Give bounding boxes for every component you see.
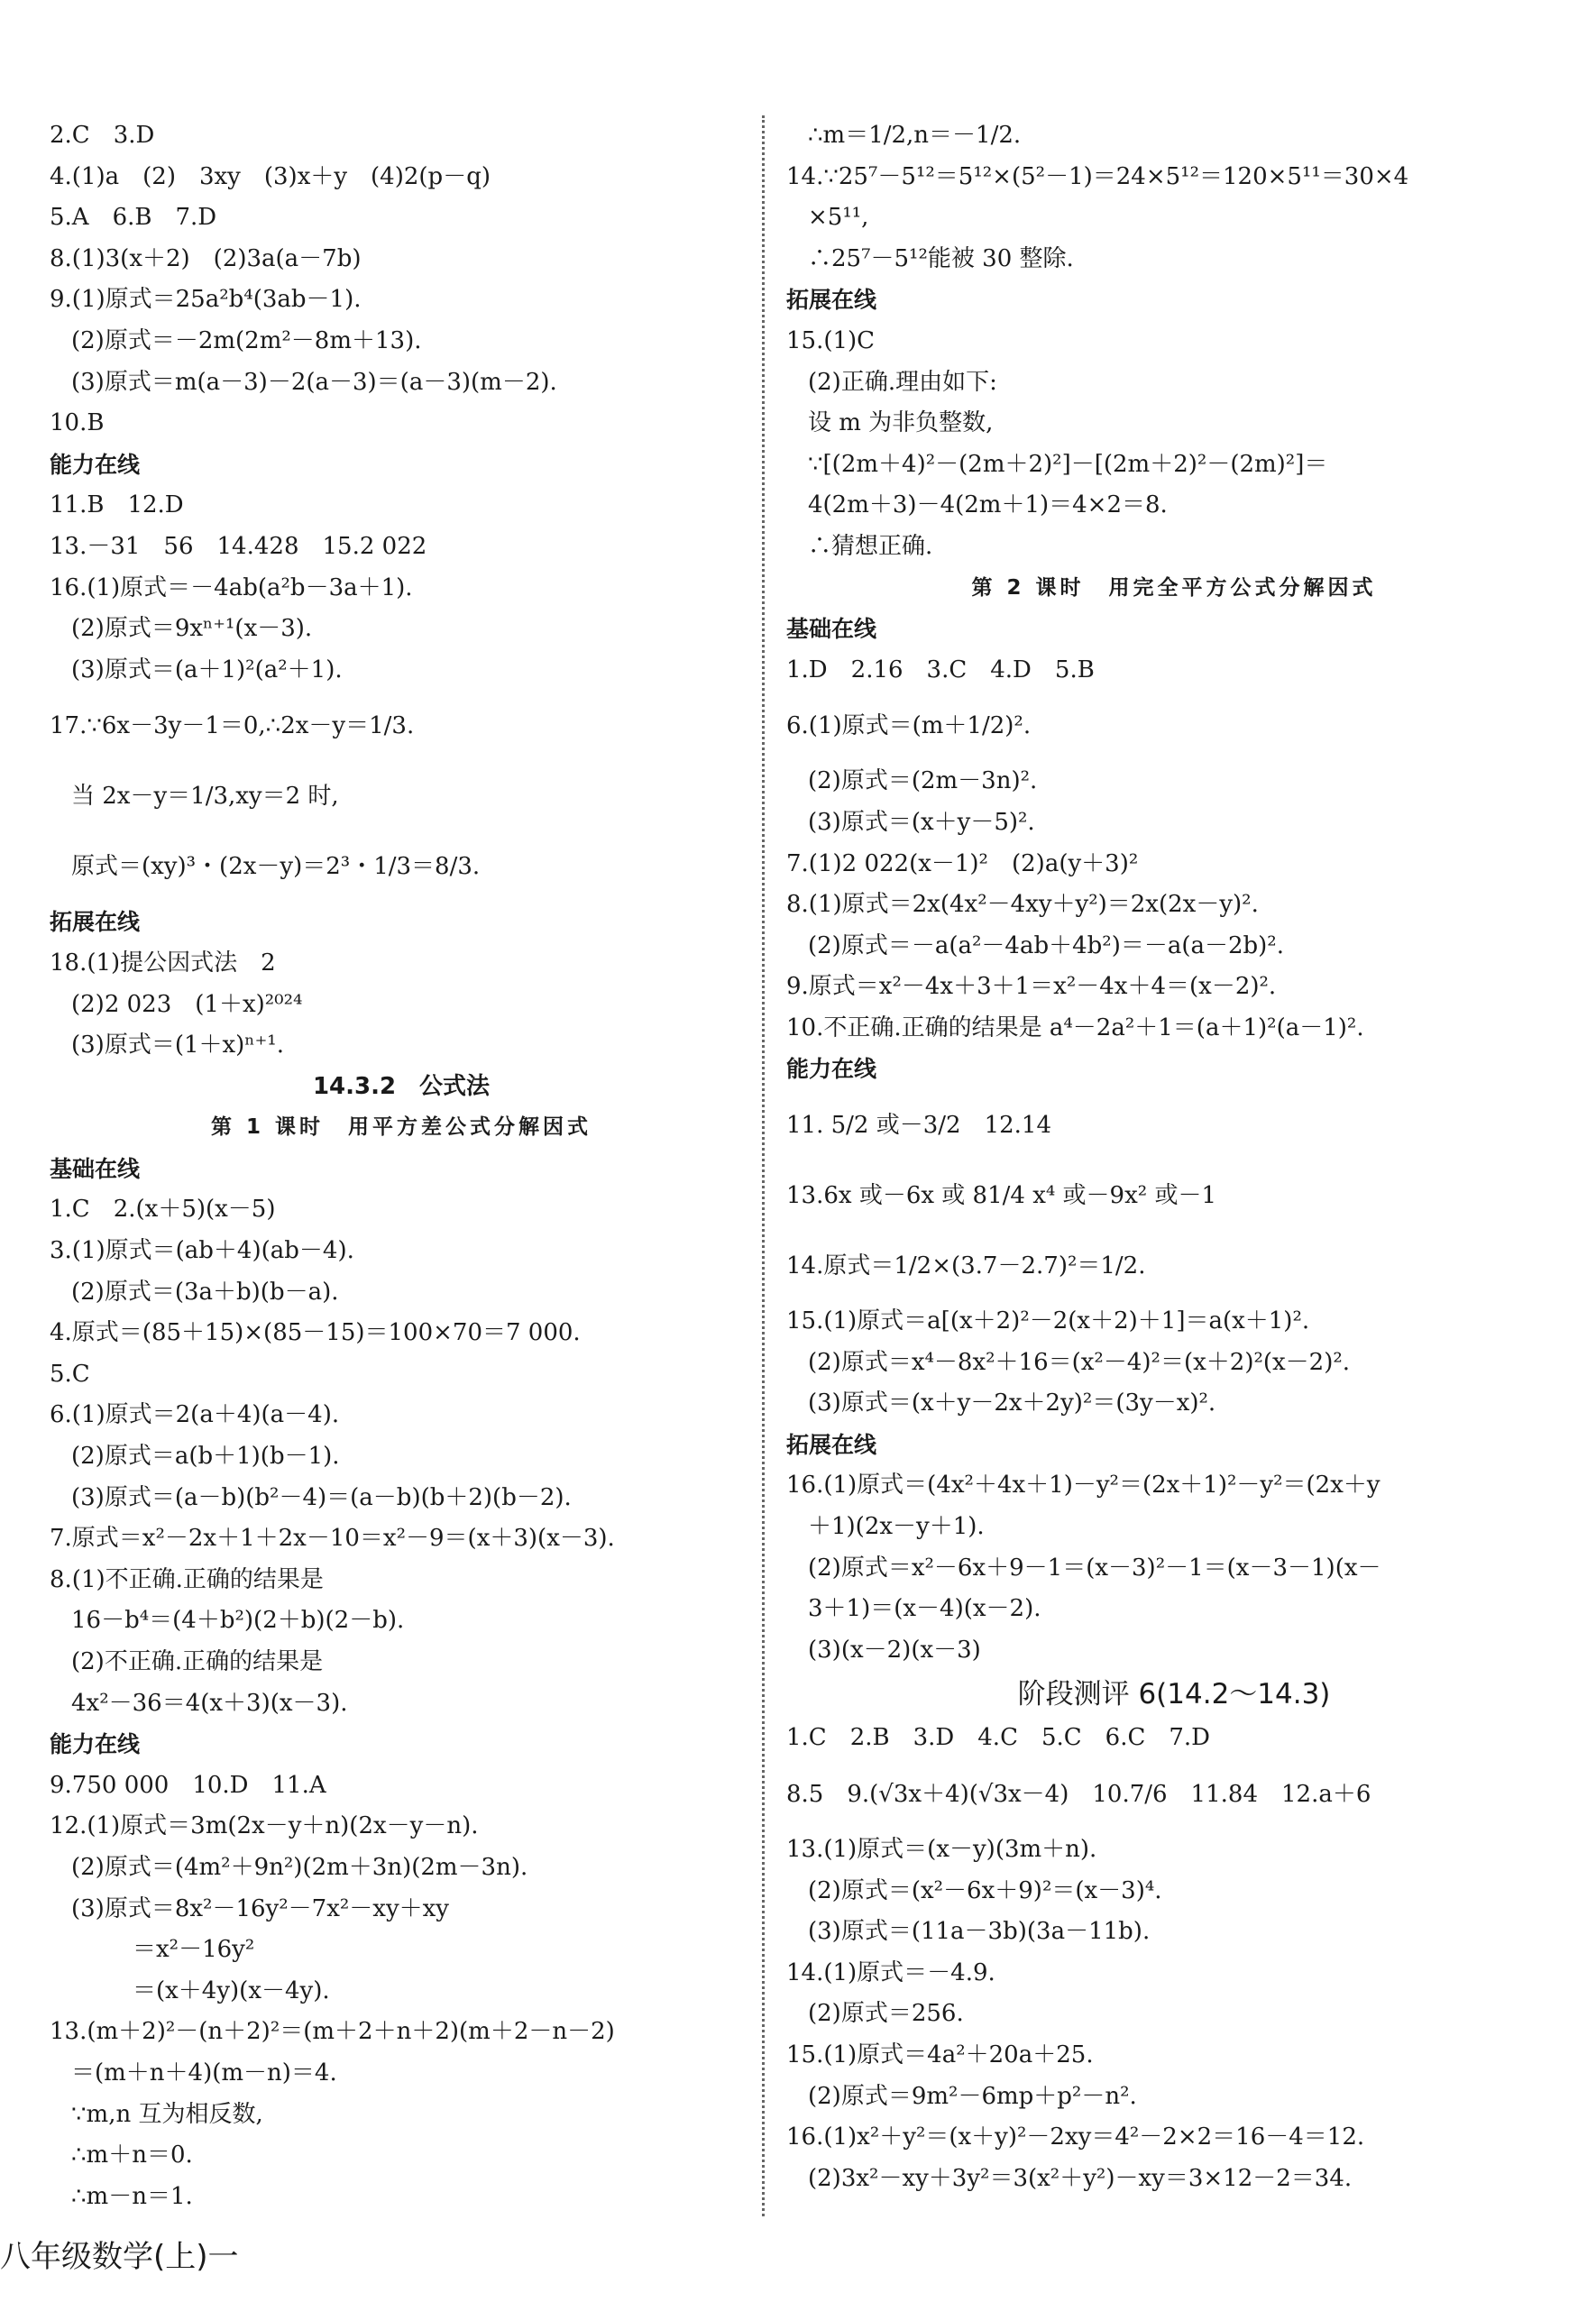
answer-line: (3)原式＝(x＋y－5)². [808,808,1035,836]
answer-line: ∴猜想正确. [808,532,933,560]
answer-line: 4x²－36＝4(x＋3)(x－3). [71,1689,348,1717]
answer-line: 8.(1)3(x＋2) (2)3a(a－7b) [50,244,362,272]
answer-line: 14.原式＝1/2×(3.7－2.7)²＝1/2. [786,1252,1146,1280]
section-heading: 能力在线 [786,1056,877,1083]
answer-line: 10.B [50,409,105,437]
answer-line: (2)原式＝－a(a²－4ab＋4b²)＝－a(a－2b)². [808,931,1284,959]
answer-line: (3)原式＝m(a－3)－2(a－3)＝(a－3)(m－2). [71,368,557,396]
left-column [50,115,753,2217]
answer-line: 6.(1)原式＝(m＋1/2)². [786,712,1032,740]
answer-line: 13.(1)原式＝(x－y)(3m＋n). [786,1836,1097,1863]
answer-line: ＝(m＋n＋4)(m－n)＝4. [71,2059,337,2086]
answer-line: 13.－31 56 14.428 15.2 022 [50,532,427,560]
answer-line: 第 2 课时 用完全平方公式分解因式 [971,575,1377,600]
answer-line: 8.(1)不正确.正确的结果是 [50,1565,324,1593]
section-heading: 能力在线 [50,1731,141,1758]
answer-line: 2.C 3.D [50,122,155,149]
answer-line: 8.5 9.(√3x＋4)(√3x－4) 10.7/6 11.84 12.a＋6 [786,1781,1371,1808]
answer-line: 5.C [50,1360,90,1388]
answer-line: 14.∵25⁷－5¹²＝5¹²×(5²－1)＝24×5¹²＝120×5¹¹＝30×4 [786,162,1409,190]
answer-line: 17.∵6x－3y－1＝0,∴2x－y＝1/3. [50,712,415,740]
section-heading: 基础在线 [50,1155,141,1182]
answer-line: (2)原式＝(2m－3n)². [808,767,1038,795]
answer-line: ∵m,n 互为相反数, [71,2100,263,2128]
answer-line: 8.(1)原式＝2x(4x²－4xy＋y²)＝2x(2x－y)². [786,891,1259,919]
answer-line: (3)原式＝(11a－3b)(3a－11b). [808,1918,1151,1946]
answer-line: 15.(1)原式＝4a²＋20a＋25. [786,2041,1094,2068]
section-heading: 拓展在线 [786,287,877,314]
section-heading: 基础在线 [786,616,877,643]
answer-line: 第 1 课时 用平方差公式分解因式 [210,1115,592,1140]
answer-line: 16.(1)x²＋y²＝(x＋y)²－2xy＝4²－2×2＝16－4＝12. [786,2123,1365,2151]
answer-line: (2)2 023 (1＋x)²⁰²⁴ [71,990,303,1018]
section-heading: 能力在线 [50,451,141,478]
right-column [786,115,1562,2199]
answer-line: ＝x²－16y² [133,1936,255,1964]
answer-line: 7.(1)2 022(x－1)² (2)a(y＋3)² [786,849,1139,877]
answer-line: 13.(m＋2)²－(n＋2)²＝(m＋2＋n＋2)(m＋2－n－2) [50,2018,615,2046]
answer-line: (2)不正确.正确的结果是 [71,1648,324,1675]
answer-line: 1.C 2.(x＋5)(x－5) [50,1196,276,1224]
answer-line: (2)原式＝256. [808,2000,964,2028]
answer-line: 9.(1)原式＝25a²b⁴(3ab－1). [50,286,362,314]
answer-line: (2)原式＝9m²－6mp＋p²－n². [808,2082,1137,2110]
answer-line: 12.(1)原式＝3m(2x－y＋n)(2x－y－n). [50,1812,479,1840]
answer-line: (3)原式＝(x＋y－2x＋2y)²＝(3y－x)². [808,1389,1216,1417]
answer-line: 5.A 6.B 7.D [50,204,217,232]
answer-line: (3)(x－2)(x－3) [808,1636,981,1664]
answer-line: ＝(x＋4y)(x－4y). [133,1976,330,2004]
answer-line: 当 2x－y＝1/3,xy＝2 时, [71,783,339,811]
answer-line: 15.(1)原式＝a[(x＋2)²－2(x＋2)＋1]＝a(x＋1)². [786,1307,1310,1335]
answer-line: 原式＝(xy)³・(2x－y)＝2³・1/3＝8/3. [71,853,481,881]
answer-line: (2)原式＝－2m(2m²－8m＋13). [71,326,422,354]
section-heading: 拓展在线 [786,1431,877,1458]
answer-line: 16.(1)原式＝－4ab(a²b－3a＋1). [50,573,413,601]
answer-line: (2)原式＝a(b＋1)(b－1). [71,1443,340,1471]
answer-line: ∵[(2m＋4)²－(2m＋2)²]－[(2m＋2)²－(2m)²]＝ [808,450,1328,478]
answer-line: (3)原式＝(a－b)(b²－4)＝(a－b)(b＋2)(b－2). [71,1483,572,1511]
answer-line: (3)原式＝(1＋x)ⁿ⁺¹. [71,1032,284,1059]
answer-line: 15.(1)C [786,326,876,354]
answer-line: 4.原式＝(85＋15)×(85－15)＝100×70＝7 000. [50,1319,581,1347]
answer-line: 14.3.2 公式法 [312,1072,491,1100]
answer-line: ∴25⁷－5¹²能被 30 整除. [808,244,1074,272]
answer-line: 16.(1)原式＝(4x²＋4x＋1)－y²＝(2x＋1)²－y²＝(2x＋y [786,1472,1380,1500]
answer-line: (2)3x²－xy＋3y²＝3(x²＋y²)－xy＝3×12－2＝34. [808,2164,1353,2192]
answer-line: 1.D 2.16 3.C 4.D 5.B [786,656,1095,683]
answer-line: (2)正确.理由如下: [808,368,997,396]
column-divider [762,115,765,2216]
answer-line: 11. 5/2 或－3/2 12.14 [786,1112,1051,1140]
answer-line: 1.C 2.B 3.D 4.C 5.C 6.C 7.D [786,1724,1211,1752]
answer-line: 10.不正确.正确的结果是 a⁴－2a²＋1＝(a＋1)²(a－1)². [786,1013,1364,1041]
footer-grade-label: 八年级数学(上)一 [0,2239,239,2275]
answer-line: 7.原式＝x²－2x＋1＋2x－10＝x²－9＝(x＋3)(x－3). [50,1525,615,1553]
answer-line: 16－b⁴＝(4＋b²)(2＋b)(2－b). [71,1607,405,1635]
answer-line: 18.(1)提公因式法 2 [50,949,276,977]
answer-line: ＋1)(2x－y＋1). [808,1513,985,1541]
answer-line: 9.750 000 10.D 11.A [50,1771,326,1799]
answer-line: (2)原式＝(x²－6x＋9)²＝(x－3)⁴. [808,1876,1162,1904]
section-heading: 拓展在线 [50,909,141,936]
answer-line: (2)原式＝(4m²＋9n²)(2m＋3n)(2m－3n). [71,1853,528,1881]
answer-line: (2)原式＝x⁴－8x²＋16＝(x²－4)²＝(x＋2)²(x－2)². [808,1348,1351,1376]
answer-line: 9.原式＝x²－4x＋3＋1＝x²－4x＋4＝(x－2)². [786,973,1277,1001]
answer-line: 3.(1)原式＝(ab＋4)(ab－4). [50,1237,354,1265]
answer-line: 3＋1)＝(x－4)(x－2). [808,1595,1041,1623]
answer-line: ∴m＝1/2,n＝－1/2. [808,122,1022,149]
answer-line: 11.B 12.D [50,491,184,519]
answer-line: ∴m＋n＝0. [71,2142,193,2169]
answer-line: 设 m 为非负整数, [808,409,994,437]
answer-line: 阶段测评 6(14.2～14.3) [1017,1678,1331,1711]
answer-line: 13.6x 或－6x 或 81/4 x⁴ 或－9x² 或－1 [786,1182,1216,1210]
answer-line: 4(2m＋3)－4(2m＋1)＝4×2＝8. [808,491,1168,519]
answer-line: (3)原式＝8x²－16y²－7x²－xy＋xy [71,1894,449,1922]
answer-line: ∴m－n＝1. [71,2182,193,2210]
answer-line: (2)原式＝x²－6x＋9－1＝(x－3)²－1＝(x－3－1)(x－ [808,1554,1381,1582]
answer-line: 6.(1)原式＝2(a＋4)(a－4). [50,1401,340,1429]
answer-line: (3)原式＝(a＋1)²(a²＋1). [71,656,343,683]
answer-line: 14.(1)原式＝－4.9. [786,1958,995,1986]
answer-line: (2)原式＝9xⁿ⁺¹(x－3). [71,615,313,643]
answer-line: (2)原式＝(3a＋b)(b－a). [71,1278,339,1306]
answer-line: ×5¹¹, [808,204,869,232]
answer-line: 4.(1)a (2) 3xy (3)x＋y (4)2(p－q) [50,162,491,190]
